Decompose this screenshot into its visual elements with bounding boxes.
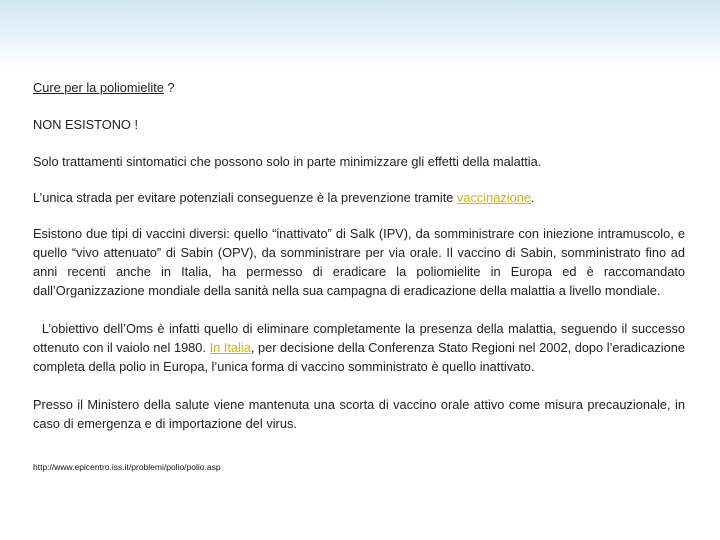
paragraph-symptomatic: Solo trattamenti sintomatici che possono solo in parte minimizzare gli effetti della malattia. [33, 154, 542, 169]
paragraph-prevention [33, 188, 685, 207]
prevention-period: . [530, 190, 535, 205]
vaccination-link[interactable]: vaccinazione [456, 190, 531, 205]
slide-heading [33, 78, 685, 97]
heading-link[interactable]: Cure per la poliomielite [33, 80, 164, 95]
in-italia-link[interactable]: In Italia [209, 340, 251, 355]
heading-suffix: ? [163, 80, 175, 95]
oms-text: L’obiettivo dell’Oms è infatti quello di eliminare completamente la presenza della malattia, seguendo il successo ottenuto con il vaiolo nel 1980. [33, 321, 689, 355]
source-url: http://www.epicentro.iss.it/problemi/polio/polio.asp [33, 462, 221, 472]
paragraph-oms-goal [33, 319, 689, 376]
subheading: NON ESISTONO ! [33, 117, 138, 132]
oms-text-end: , per decisione della Conferenza Stato Regioni nel 2002, dopo l’eradicazione completa della polio in Europa, l’unica forma di vaccino somministrato è quello inattivato. [33, 340, 689, 374]
header-gradient-band [0, 0, 720, 70]
paragraph-ministry-stock: Presso il Ministero della salute viene mantenuta una scorta di vaccino orale attivo come misura precauzionale, in caso di emergenza e di importazione del virus. [33, 397, 685, 431]
prevention-text: L’unica strada per evitare potenziali conseguenze è la prevenzione tramite [33, 190, 457, 205]
slide-content [33, 78, 689, 473]
paragraph-vaccine-types: Esistono due tipi di vaccini diversi: quello “inattivato” di Salk (IPV), da somministrare con iniezione intramuscolo, e quello “vivo attenuato” di Sabin (OPV), da somministrare per via orale. Il vaccino di Sabin, somministrato fino ad anni recenti anche in Italia, ha permesso di eradicare la poliomielite in Europa ed è raccomandato dall’Organizzazione mondiale della sanità nella sua campagna di eradicazione della malattia a livello mondiale. [33, 226, 685, 298]
